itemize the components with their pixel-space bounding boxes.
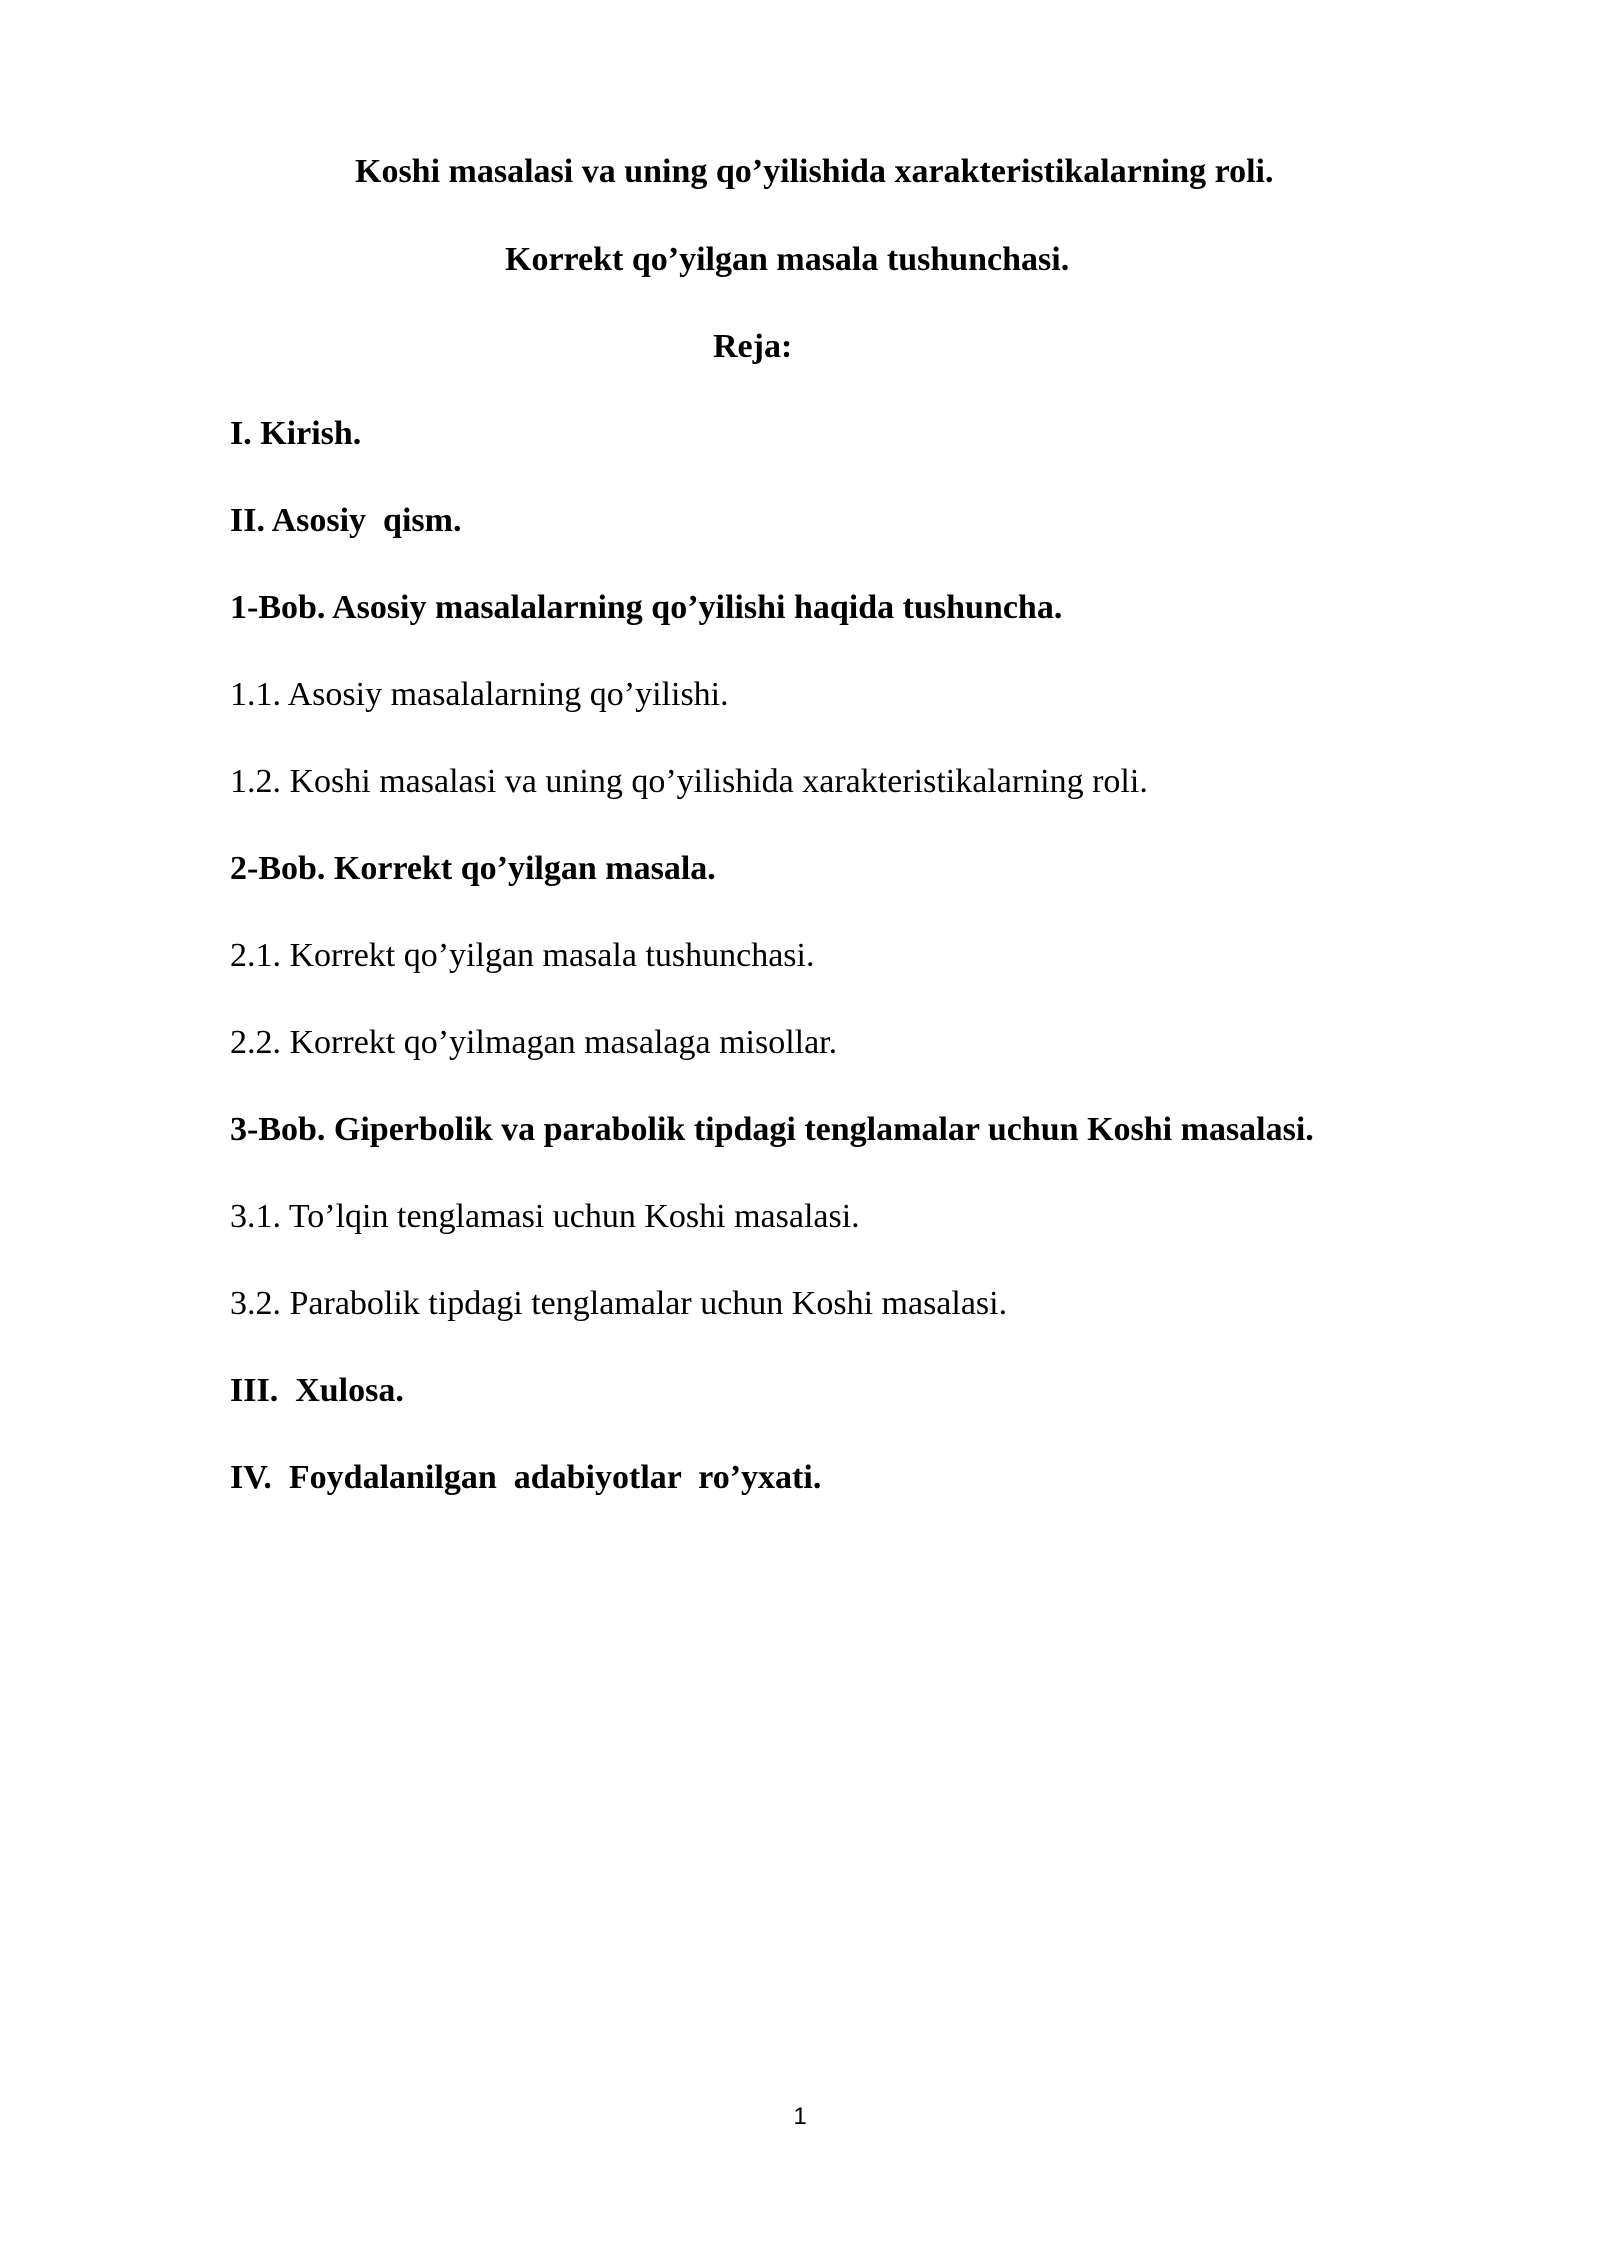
outline-item-1-1: 1.1. Asosiy masalalarning qo’yilishi. (230, 676, 729, 713)
outline-item-1-2: 1.2. Koshi masalasi va uning qo’yilishida xarakteristikalarning roli. (230, 763, 1148, 800)
outline-item-3-2: 3.2. Parabolik tipdagi tenglamalar uchun Koshi masalasi. (230, 1285, 1008, 1322)
outline-item-2-1: 2.1. Korrekt qo’yilgan masala tushunchasi. (230, 937, 815, 974)
plan-heading: Reja: (713, 328, 793, 365)
page-number: 1 (793, 2103, 807, 2130)
outline-chapter-2: 2-Bob. Korrekt qo’yilgan masala. (230, 850, 716, 887)
document-subtitle: Korrekt qo’yilgan masala tushunchasi. (505, 241, 1070, 278)
document-title: Koshi masalasi va uning qo’yilishida xarakteristikalarning roli. (355, 153, 1274, 190)
outline-section-conclusion: III. Xulosa. (230, 1372, 404, 1409)
outline-chapter-3: 3-Bob. Giperbolik va parabolik tipdagi tenglamalar uchun Koshi masalasi. (230, 1111, 1314, 1148)
outline-item-3-1: 3.1. To’lqin tenglamasi uchun Koshi masalasi. (230, 1198, 860, 1235)
outline-section-references: IV. Foydalanilgan adabiyotlar ro’yxati. (230, 1459, 822, 1496)
outline-section-main-part: II. Asosiy qism. (230, 502, 462, 539)
outline-item-2-2: 2.2. Korrekt qo’yilmagan masalaga misollar. (230, 1024, 838, 1061)
outline-chapter-1: 1-Bob. Asosiy masalalarning qo’yilishi haqida tushuncha. (230, 589, 1063, 626)
outline-section-introduction: I. Kirish. (230, 415, 362, 452)
